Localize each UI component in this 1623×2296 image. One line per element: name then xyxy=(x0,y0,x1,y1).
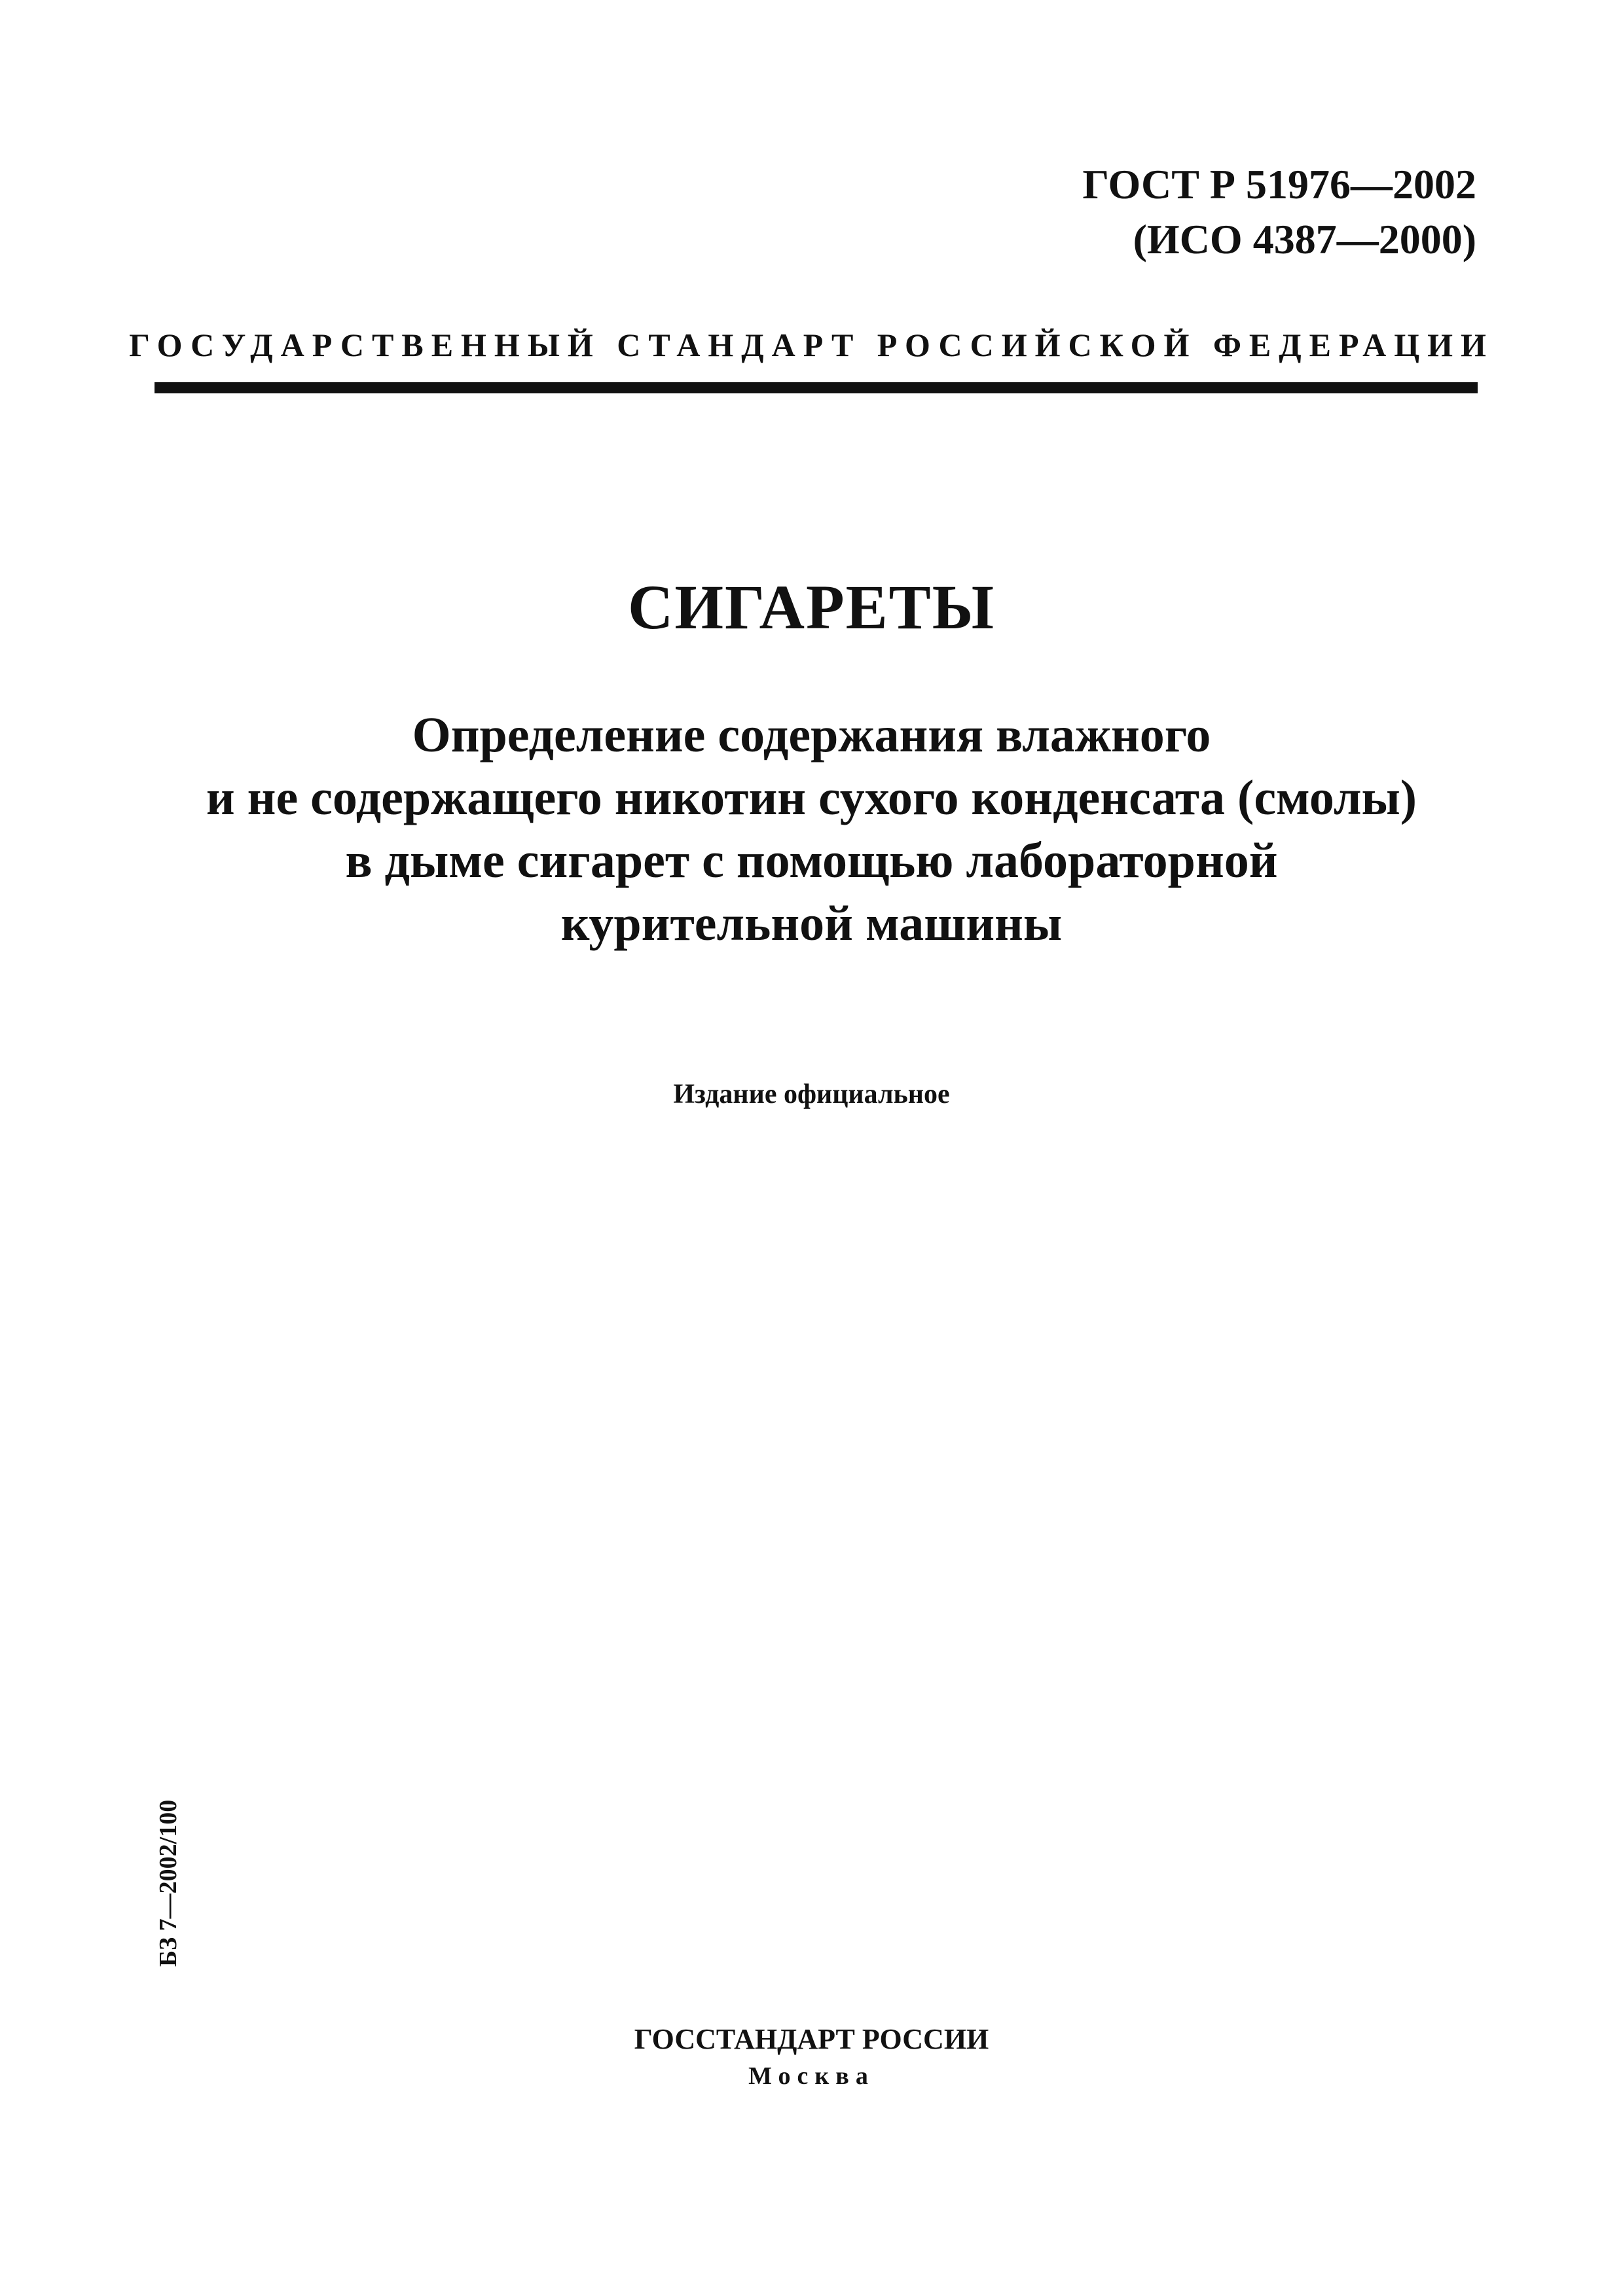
document-title: СИГАРЕТЫ xyxy=(628,572,995,642)
subtitle-line: и не содержащего никотин сухого конденсата (смолы) xyxy=(206,770,1417,825)
standard-designation-block xyxy=(1082,157,1476,267)
publisher-name: ГОССТАНДАРТ РОССИИ xyxy=(634,2023,989,2055)
publisher-city: Москва xyxy=(748,2062,875,2090)
side-catalog-code: БЗ 7—2002/100 xyxy=(155,1799,182,1967)
document-subtitle xyxy=(0,704,1623,955)
subtitle-line: Определение содержания влажного xyxy=(412,708,1211,762)
iso-reference: (ИСО 4387—2000) xyxy=(1133,216,1476,262)
heading-rule xyxy=(155,382,1478,393)
subtitle-line: курительной машины xyxy=(560,896,1063,951)
edition-note: Издание официальное xyxy=(673,1079,950,1109)
publisher-block xyxy=(0,2021,1623,2094)
state-standard-heading: ГОСУДАРСТВЕННЫЙ СТАНДАРТ РОССИЙСКОЙ ФЕДЕРАЦИИ xyxy=(129,327,1494,363)
standard-number: ГОСТ Р 51976—2002 xyxy=(1082,161,1476,207)
subtitle-line: в дыме сигарет с помощью лабораторной xyxy=(345,833,1278,888)
